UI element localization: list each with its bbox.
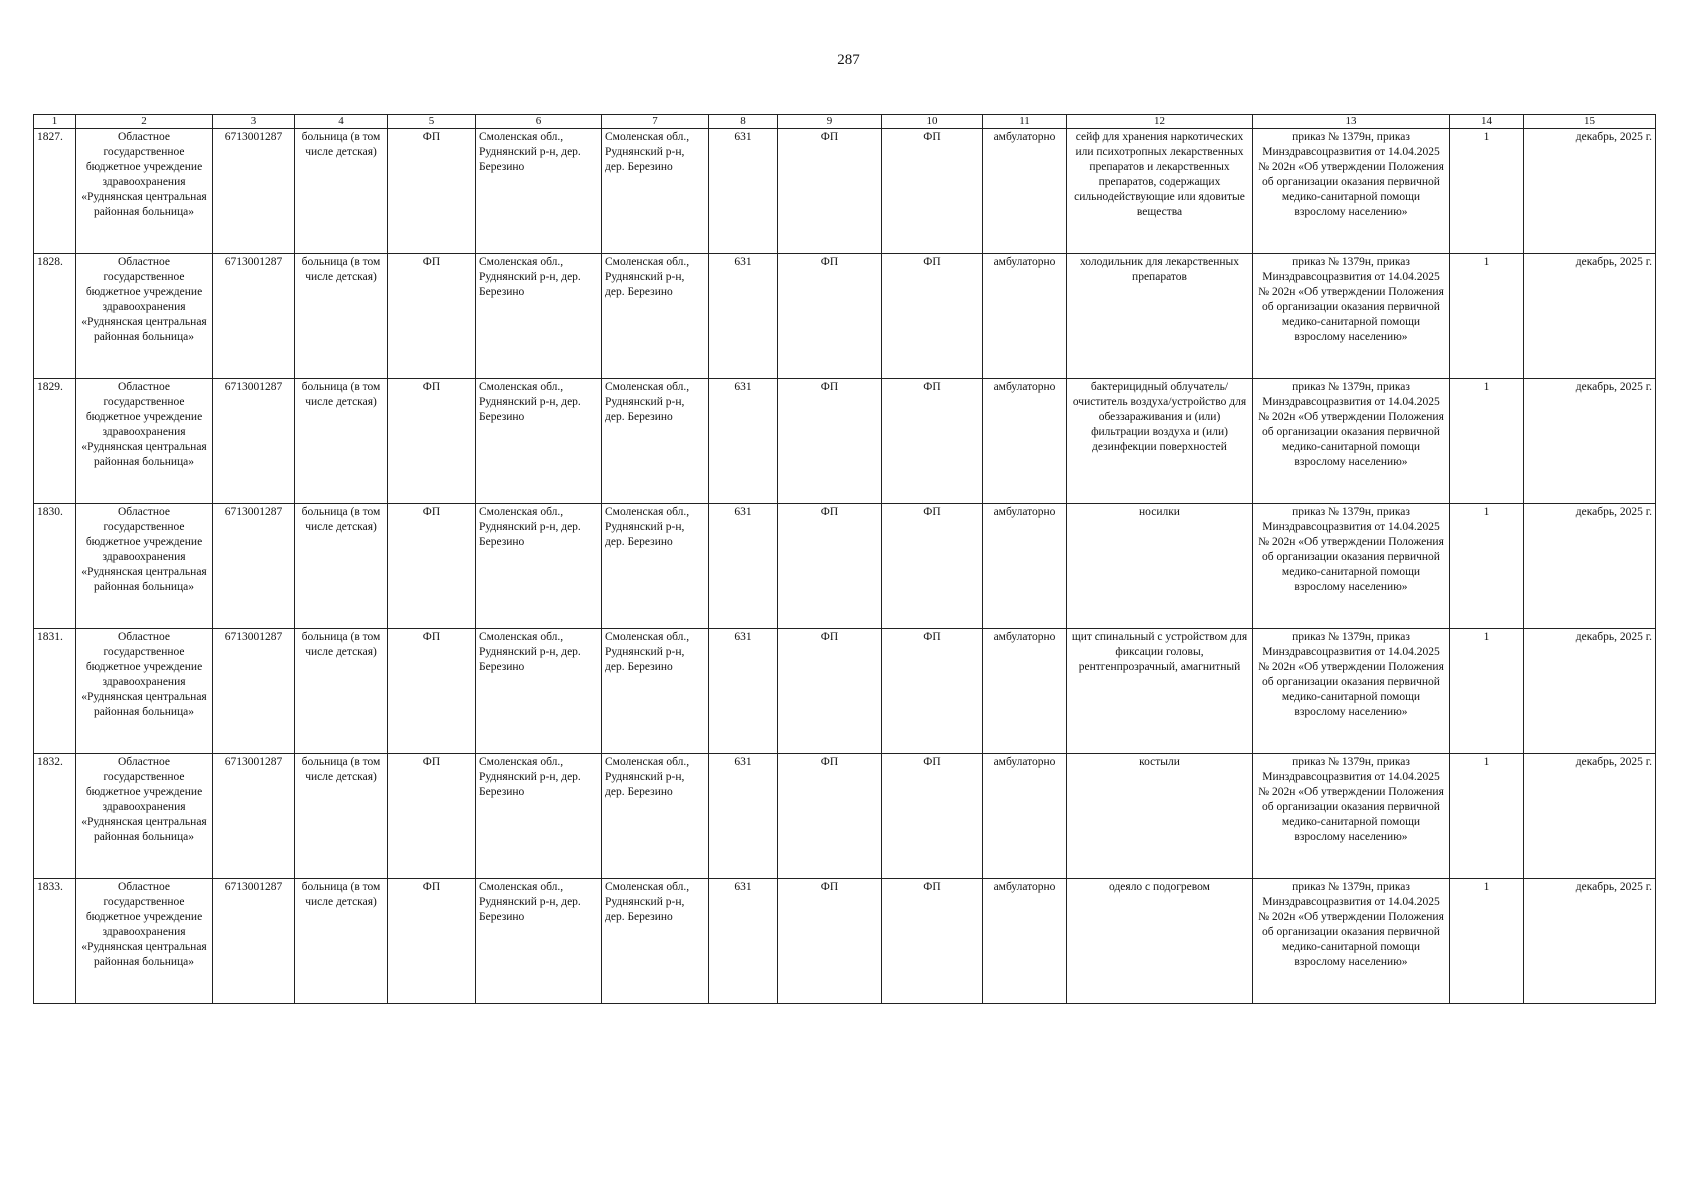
address-cell: Смоленская обл., Руднянский р-н, дер. Березино xyxy=(476,129,602,254)
unit-type-cell: ФП xyxy=(388,879,476,1004)
quantity-cell: 1 xyxy=(1450,754,1524,879)
date-cell: декабрь, 2025 г. xyxy=(1524,254,1656,379)
equipment-cell: костыли xyxy=(1067,754,1253,879)
inn-cell: 6713001287 xyxy=(213,504,295,629)
row-number-cell: 1828. xyxy=(34,254,76,379)
column-number-header: 3 xyxy=(213,115,295,129)
address-cell: Смоленская обл., Руднянский р-н, дер. Березино xyxy=(602,879,709,1004)
table-row xyxy=(34,629,1656,754)
unit-type-cell: ФП xyxy=(388,254,476,379)
inn-cell: 6713001287 xyxy=(213,129,295,254)
care-mode-cell: амбулаторно xyxy=(983,379,1067,504)
code-cell: 631 xyxy=(709,129,778,254)
unit-cell: ФП xyxy=(778,379,882,504)
column-number-header: 7 xyxy=(602,115,709,129)
unit-cell: ФП xyxy=(882,504,983,629)
date-cell: декабрь, 2025 г. xyxy=(1524,629,1656,754)
column-number-header: 1 xyxy=(34,115,76,129)
care-mode-cell: амбулаторно xyxy=(983,129,1067,254)
care-mode-cell: амбулаторно xyxy=(983,254,1067,379)
care-mode-cell: амбулаторно xyxy=(983,754,1067,879)
inn-cell: 6713001287 xyxy=(213,254,295,379)
quantity-cell: 1 xyxy=(1450,504,1524,629)
column-number-header-row xyxy=(34,115,1656,129)
unit-type-cell: ФП xyxy=(388,129,476,254)
order-cell: приказ № 1379н, приказ Минздравсоцразвития от 14.04.2025 № 202н «Об утверждении Положения об организации оказания первичной медико-санитарной помощи взрослому населению» xyxy=(1253,754,1450,879)
unit-type-cell: ФП xyxy=(388,754,476,879)
table-row xyxy=(34,504,1656,629)
quantity-cell: 1 xyxy=(1450,629,1524,754)
row-number-cell: 1833. xyxy=(34,879,76,1004)
column-number-header: 5 xyxy=(388,115,476,129)
facility-type-cell: больница (в том числе детская) xyxy=(295,379,388,504)
equipment-cell: одеяло с подогревом xyxy=(1067,879,1253,1004)
row-number-cell: 1829. xyxy=(34,379,76,504)
unit-cell: ФП xyxy=(778,504,882,629)
date-cell: декабрь, 2025 г. xyxy=(1524,754,1656,879)
column-number-header: 8 xyxy=(709,115,778,129)
care-mode-cell: амбулаторно xyxy=(983,504,1067,629)
address-cell: Смоленская обл., Руднянский р-н, дер. Березино xyxy=(476,879,602,1004)
column-number-header: 12 xyxy=(1067,115,1253,129)
code-cell: 631 xyxy=(709,879,778,1004)
column-number-header: 11 xyxy=(983,115,1067,129)
unit-cell: ФП xyxy=(882,754,983,879)
unit-cell: ФП xyxy=(778,879,882,1004)
column-number-header: 2 xyxy=(76,115,213,129)
table-row xyxy=(34,879,1656,1004)
facility-type-cell: больница (в том числе детская) xyxy=(295,754,388,879)
address-cell: Смоленская обл., Руднянский р-н, дер. Березино xyxy=(602,379,709,504)
unit-type-cell: ФП xyxy=(388,629,476,754)
row-number-cell: 1827. xyxy=(34,129,76,254)
code-cell: 631 xyxy=(709,379,778,504)
unit-cell: ФП xyxy=(778,629,882,754)
quantity-cell: 1 xyxy=(1450,129,1524,254)
quantity-cell: 1 xyxy=(1450,254,1524,379)
organization-cell: Областное государственное бюджетное учреждение здравоохранения «Руднянская центральная районная больница» xyxy=(76,254,213,379)
unit-type-cell: ФП xyxy=(388,379,476,504)
address-cell: Смоленская обл., Руднянский р-н, дер. Березино xyxy=(476,254,602,379)
order-cell: приказ № 1379н, приказ Минздравсоцразвития от 14.04.2025 № 202н «Об утверждении Положения об организации оказания первичной медико-санитарной помощи взрослому населению» xyxy=(1253,254,1450,379)
column-number-header: 14 xyxy=(1450,115,1524,129)
address-cell: Смоленская обл., Руднянский р-н, дер. Березино xyxy=(602,629,709,754)
column-number-header: 6 xyxy=(476,115,602,129)
facility-type-cell: больница (в том числе детская) xyxy=(295,129,388,254)
quantity-cell: 1 xyxy=(1450,879,1524,1004)
equipment-cell: щит спинальный с устройством для фиксации головы, рентгенпрозрачный, амагнитный xyxy=(1067,629,1253,754)
address-cell: Смоленская обл., Руднянский р-н, дер. Березино xyxy=(476,504,602,629)
code-cell: 631 xyxy=(709,629,778,754)
address-cell: Смоленская обл., Руднянский р-н, дер. Березино xyxy=(476,754,602,879)
organization-cell: Областное государственное бюджетное учреждение здравоохранения «Руднянская центральная районная больница» xyxy=(76,629,213,754)
facility-type-cell: больница (в том числе детская) xyxy=(295,629,388,754)
organization-cell: Областное государственное бюджетное учреждение здравоохранения «Руднянская центральная районная больница» xyxy=(76,879,213,1004)
code-cell: 631 xyxy=(709,254,778,379)
inn-cell: 6713001287 xyxy=(213,379,295,504)
facility-type-cell: больница (в том числе детская) xyxy=(295,254,388,379)
column-number-header: 15 xyxy=(1524,115,1656,129)
unit-cell: ФП xyxy=(882,879,983,1004)
unit-cell: ФП xyxy=(882,629,983,754)
code-cell: 631 xyxy=(709,754,778,879)
unit-cell: ФП xyxy=(778,254,882,379)
date-cell: декабрь, 2025 г. xyxy=(1524,504,1656,629)
address-cell: Смоленская обл., Руднянский р-н, дер. Березино xyxy=(476,629,602,754)
organization-cell: Областное государственное бюджетное учреждение здравоохранения «Руднянская центральная районная больница» xyxy=(76,379,213,504)
equipment-cell: сейф для хранения наркотических или психотропных лекарственных препаратов и лекарственных препаратов, содержащих сильнодействующие или ядовитые вещества xyxy=(1067,129,1253,254)
organization-cell: Областное государственное бюджетное учреждение здравоохранения «Руднянская центральная районная больница» xyxy=(76,129,213,254)
table-row xyxy=(34,254,1656,379)
unit-type-cell: ФП xyxy=(388,504,476,629)
care-mode-cell: амбулаторно xyxy=(983,879,1067,1004)
inn-cell: 6713001287 xyxy=(213,629,295,754)
inn-cell: 6713001287 xyxy=(213,754,295,879)
equipment-cell: бактерицидный облучатель/очиститель воздуха/устройство для обеззараживания и (или) фильтрации воздуха и (или) дезинфекции поверхностей xyxy=(1067,379,1253,504)
equipment-table xyxy=(33,114,1656,1004)
order-cell: приказ № 1379н, приказ Минздравсоцразвития от 14.04.2025 № 202н «Об утверждении Положения об организации оказания первичной медико-санитарной помощи взрослому населению» xyxy=(1253,379,1450,504)
facility-type-cell: больница (в том числе детская) xyxy=(295,504,388,629)
row-number-cell: 1832. xyxy=(34,754,76,879)
organization-cell: Областное государственное бюджетное учреждение здравоохранения «Руднянская центральная районная больница» xyxy=(76,754,213,879)
unit-cell: ФП xyxy=(882,254,983,379)
table-row xyxy=(34,129,1656,254)
order-cell: приказ № 1379н, приказ Минздравсоцразвития от 14.04.2025 № 202н «Об утверждении Положения об организации оказания первичной медико-санитарной помощи взрослому населению» xyxy=(1253,504,1450,629)
code-cell: 631 xyxy=(709,504,778,629)
equipment-cell: носилки xyxy=(1067,504,1253,629)
address-cell: Смоленская обл., Руднянский р-н, дер. Березино xyxy=(602,754,709,879)
row-number-cell: 1830. xyxy=(34,504,76,629)
row-number-cell: 1831. xyxy=(34,629,76,754)
quantity-cell: 1 xyxy=(1450,379,1524,504)
column-number-header: 13 xyxy=(1253,115,1450,129)
care-mode-cell: амбулаторно xyxy=(983,629,1067,754)
page-number: 287 xyxy=(837,52,860,68)
table-row xyxy=(34,379,1656,504)
column-number-header: 4 xyxy=(295,115,388,129)
unit-cell: ФП xyxy=(778,754,882,879)
unit-cell: ФП xyxy=(778,129,882,254)
equipment-cell: холодильник для лекарственных препаратов xyxy=(1067,254,1253,379)
date-cell: декабрь, 2025 г. xyxy=(1524,879,1656,1004)
date-cell: декабрь, 2025 г. xyxy=(1524,379,1656,504)
address-cell: Смоленская обл., Руднянский р-н, дер. Березино xyxy=(476,379,602,504)
unit-cell: ФП xyxy=(882,379,983,504)
unit-cell: ФП xyxy=(882,129,983,254)
address-cell: Смоленская обл., Руднянский р-н, дер. Березино xyxy=(602,504,709,629)
inn-cell: 6713001287 xyxy=(213,879,295,1004)
date-cell: декабрь, 2025 г. xyxy=(1524,129,1656,254)
order-cell: приказ № 1379н, приказ Минздравсоцразвития от 14.04.2025 № 202н «Об утверждении Положения об организации оказания первичной медико-санитарной помощи взрослому населению» xyxy=(1253,879,1450,1004)
column-number-header: 10 xyxy=(882,115,983,129)
organization-cell: Областное государственное бюджетное учреждение здравоохранения «Руднянская центральная районная больница» xyxy=(76,504,213,629)
column-number-header: 9 xyxy=(778,115,882,129)
order-cell: приказ № 1379н, приказ Минздравсоцразвития от 14.04.2025 № 202н «Об утверждении Положения об организации оказания первичной медико-санитарной помощи взрослому населению» xyxy=(1253,129,1450,254)
facility-type-cell: больница (в том числе детская) xyxy=(295,879,388,1004)
address-cell: Смоленская обл., Руднянский р-н, дер. Березино xyxy=(602,254,709,379)
address-cell: Смоленская обл., Руднянский р-н, дер. Березино xyxy=(602,129,709,254)
table-row xyxy=(34,754,1656,879)
order-cell: приказ № 1379н, приказ Минздравсоцразвития от 14.04.2025 № 202н «Об утверждении Положения об организации оказания первичной медико-санитарной помощи взрослому населению» xyxy=(1253,629,1450,754)
